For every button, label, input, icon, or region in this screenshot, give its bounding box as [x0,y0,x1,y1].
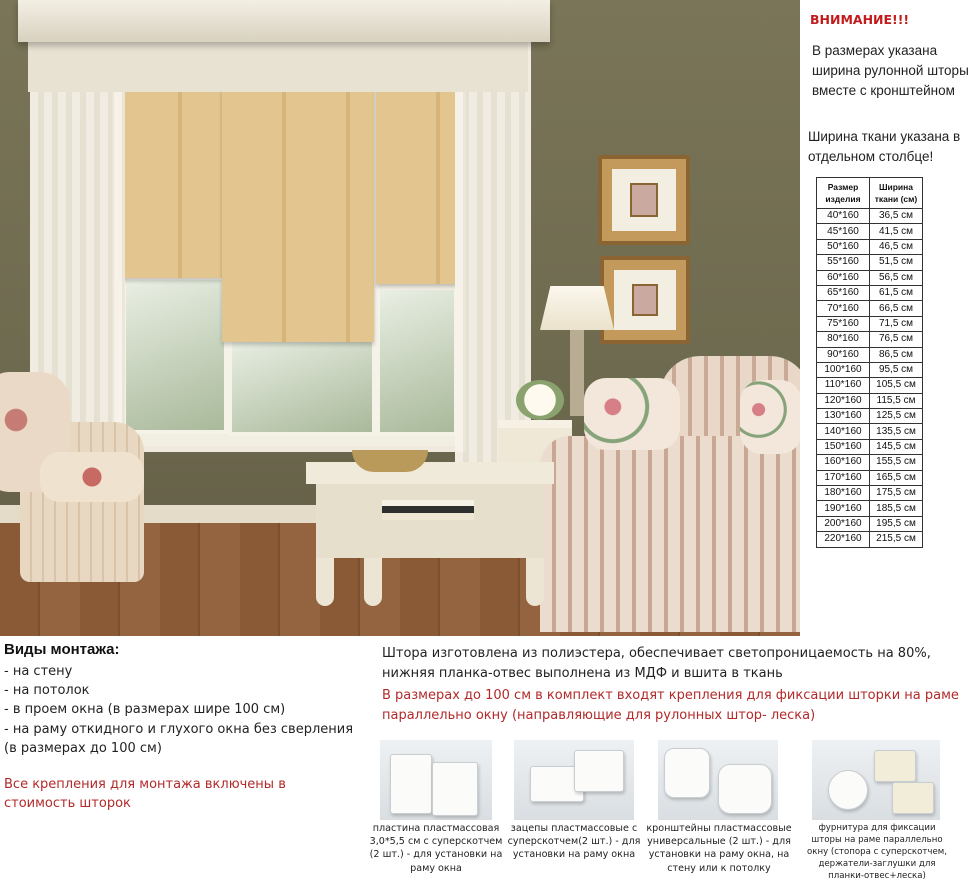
cell-product-size: 110*160 [817,378,870,393]
cell-product-size: 50*160 [817,239,870,254]
product-photo [380,740,492,820]
header-fabric-width: Ширина ткани (см) [870,178,923,209]
roller-shade [376,74,458,284]
product-caption: кронштейны пластмассовые универсальные (2 шт.) - для установки на раму окна, на стену или к потолку [646,823,792,874]
cell-fabric-width: 145,5 см [870,439,923,454]
size-table-row [817,347,923,362]
product-photo [812,740,940,820]
notice-text: В размерах указана ширина рулонной шторы вместе с кронштейном [812,43,969,98]
valance [18,0,550,42]
cell-fabric-width: 76,5 см [870,332,923,347]
product-photo [658,740,778,820]
cell-product-size: 150*160 [817,439,870,454]
product-caption: пластина пластмассовая 3,0*5,5 см с суперскотчем (2 шт.) - для установки на раму окна [369,823,503,874]
size-table-row [817,532,923,547]
size-table-header [817,178,923,209]
cell-fabric-width: 51,5 см [870,255,923,270]
cell-fabric-width: 175,5 см [870,486,923,501]
cell-product-size: 160*160 [817,455,870,470]
cell-product-size: 75*160 [817,316,870,331]
cell-product-size: 120*160 [817,393,870,408]
size-table-row [817,285,923,300]
cell-fabric-width: 105,5 см [870,378,923,393]
size-table-row [817,470,923,485]
header-product-size: Размер изделия [817,178,870,209]
size-table-row [817,301,923,316]
product-caption: фурнитура для фиксации шторы на раме параллельно окну (стопора с суперскотчем, держатели-заглушки для планки-отвес+леска) [807,823,947,881]
cell-product-size: 190*160 [817,501,870,516]
picture-frame [600,256,690,344]
cell-product-size: 180*160 [817,486,870,501]
roller-shade [222,54,374,342]
size-table-row [817,378,923,393]
cell-product-size: 90*160 [817,347,870,362]
size-table-row [817,516,923,531]
sofa [540,356,800,632]
cell-fabric-width: 165,5 см [870,470,923,485]
cell-fabric-width: 115,5 см [870,393,923,408]
coffee-table [306,462,554,612]
size-table-row [817,409,923,424]
armchair [0,372,164,594]
mounting-item: - на стену [4,664,73,679]
size-table-row [817,486,923,501]
cell-product-size: 220*160 [817,532,870,547]
size-table-row [817,362,923,377]
product-accessories [0,740,971,887]
cell-fabric-width: 66,5 см [870,301,923,316]
cell-fabric-width: 86,5 см [870,347,923,362]
kit-note: В размерах до 100 см в комплект входят крепления для фиксации шторки на раме параллельно окну (направляющие для рулонных штор- леска) [382,688,959,723]
mounting-title: Виды монтажа: [4,641,120,658]
size-table-row [817,316,923,331]
size-table-row [817,209,923,224]
mounting-item: - на потолок [4,683,90,699]
mounting-note: Все крепления для монтажа включены в стоимость шторок [4,777,286,811]
fabric-width-note: Ширина ткани указана в отдельном столбце! [808,129,961,164]
bowl [352,450,428,472]
books [382,500,474,520]
size-table-row [817,239,923,254]
cell-fabric-width: 95,5 см [870,362,923,377]
mounting-item: - в проем окна (в размерах шире 100 см) [4,702,286,718]
cell-product-size: 170*160 [817,470,870,485]
cell-fabric-width: 125,5 см [870,409,923,424]
cell-fabric-width: 41,5 см [870,224,923,239]
window-pane [376,286,458,436]
cell-product-size: 70*160 [817,301,870,316]
cell-product-size: 55*160 [817,255,870,270]
size-table-row [817,439,923,454]
cell-product-size: 200*160 [817,516,870,531]
cell-fabric-width: 46,5 см [870,239,923,254]
cell-fabric-width: 56,5 см [870,270,923,285]
lamp-shade [540,286,614,330]
cell-product-size: 130*160 [817,409,870,424]
window-pane [228,336,376,436]
size-table-body [817,209,923,548]
cell-product-size: 40*160 [817,209,870,224]
picture-frame [598,155,690,245]
cell-fabric-width: 195,5 см [870,516,923,531]
size-table-row [817,255,923,270]
cell-fabric-width: 61,5 см [870,285,923,300]
cell-fabric-width: 71,5 см [870,316,923,331]
size-table-row [817,393,923,408]
cell-product-size: 60*160 [817,270,870,285]
cell-fabric-width: 215,5 см [870,532,923,547]
cell-fabric-width: 36,5 см [870,209,923,224]
mounting-item: - на раму откидного и глухого окна без сверления [4,721,354,737]
size-table-row [817,224,923,239]
product-photo [514,740,634,820]
cell-product-size: 65*160 [817,285,870,300]
material-description: Штора изготовлена из полиэстера, обеспечивает светопроницаемость на 80%, нижняя планка-отвес выполнена из МДФ и вшита в ткань [382,646,931,681]
cell-product-size: 45*160 [817,224,870,239]
size-table-row [817,270,923,285]
valance-trim [28,42,528,92]
cell-product-size: 140*160 [817,424,870,439]
size-table-row [817,455,923,470]
cell-product-size: 100*160 [817,362,870,377]
cell-fabric-width: 155,5 см [870,455,923,470]
size-table-row [817,424,923,439]
notice-title: ВНИМАНИЕ!!! [810,12,910,27]
cell-fabric-width: 185,5 см [870,501,923,516]
size-table [816,177,923,548]
cell-fabric-width: 135,5 см [870,424,923,439]
cell-product-size: 80*160 [817,332,870,347]
size-table-row [817,501,923,516]
size-table-row [817,332,923,347]
mounting-item: (в размерах до 100 см) [4,740,162,756]
product-caption: зацепы пластмассовые с суперскотчем(2 шт.) - для установки на раму окна [507,823,641,861]
